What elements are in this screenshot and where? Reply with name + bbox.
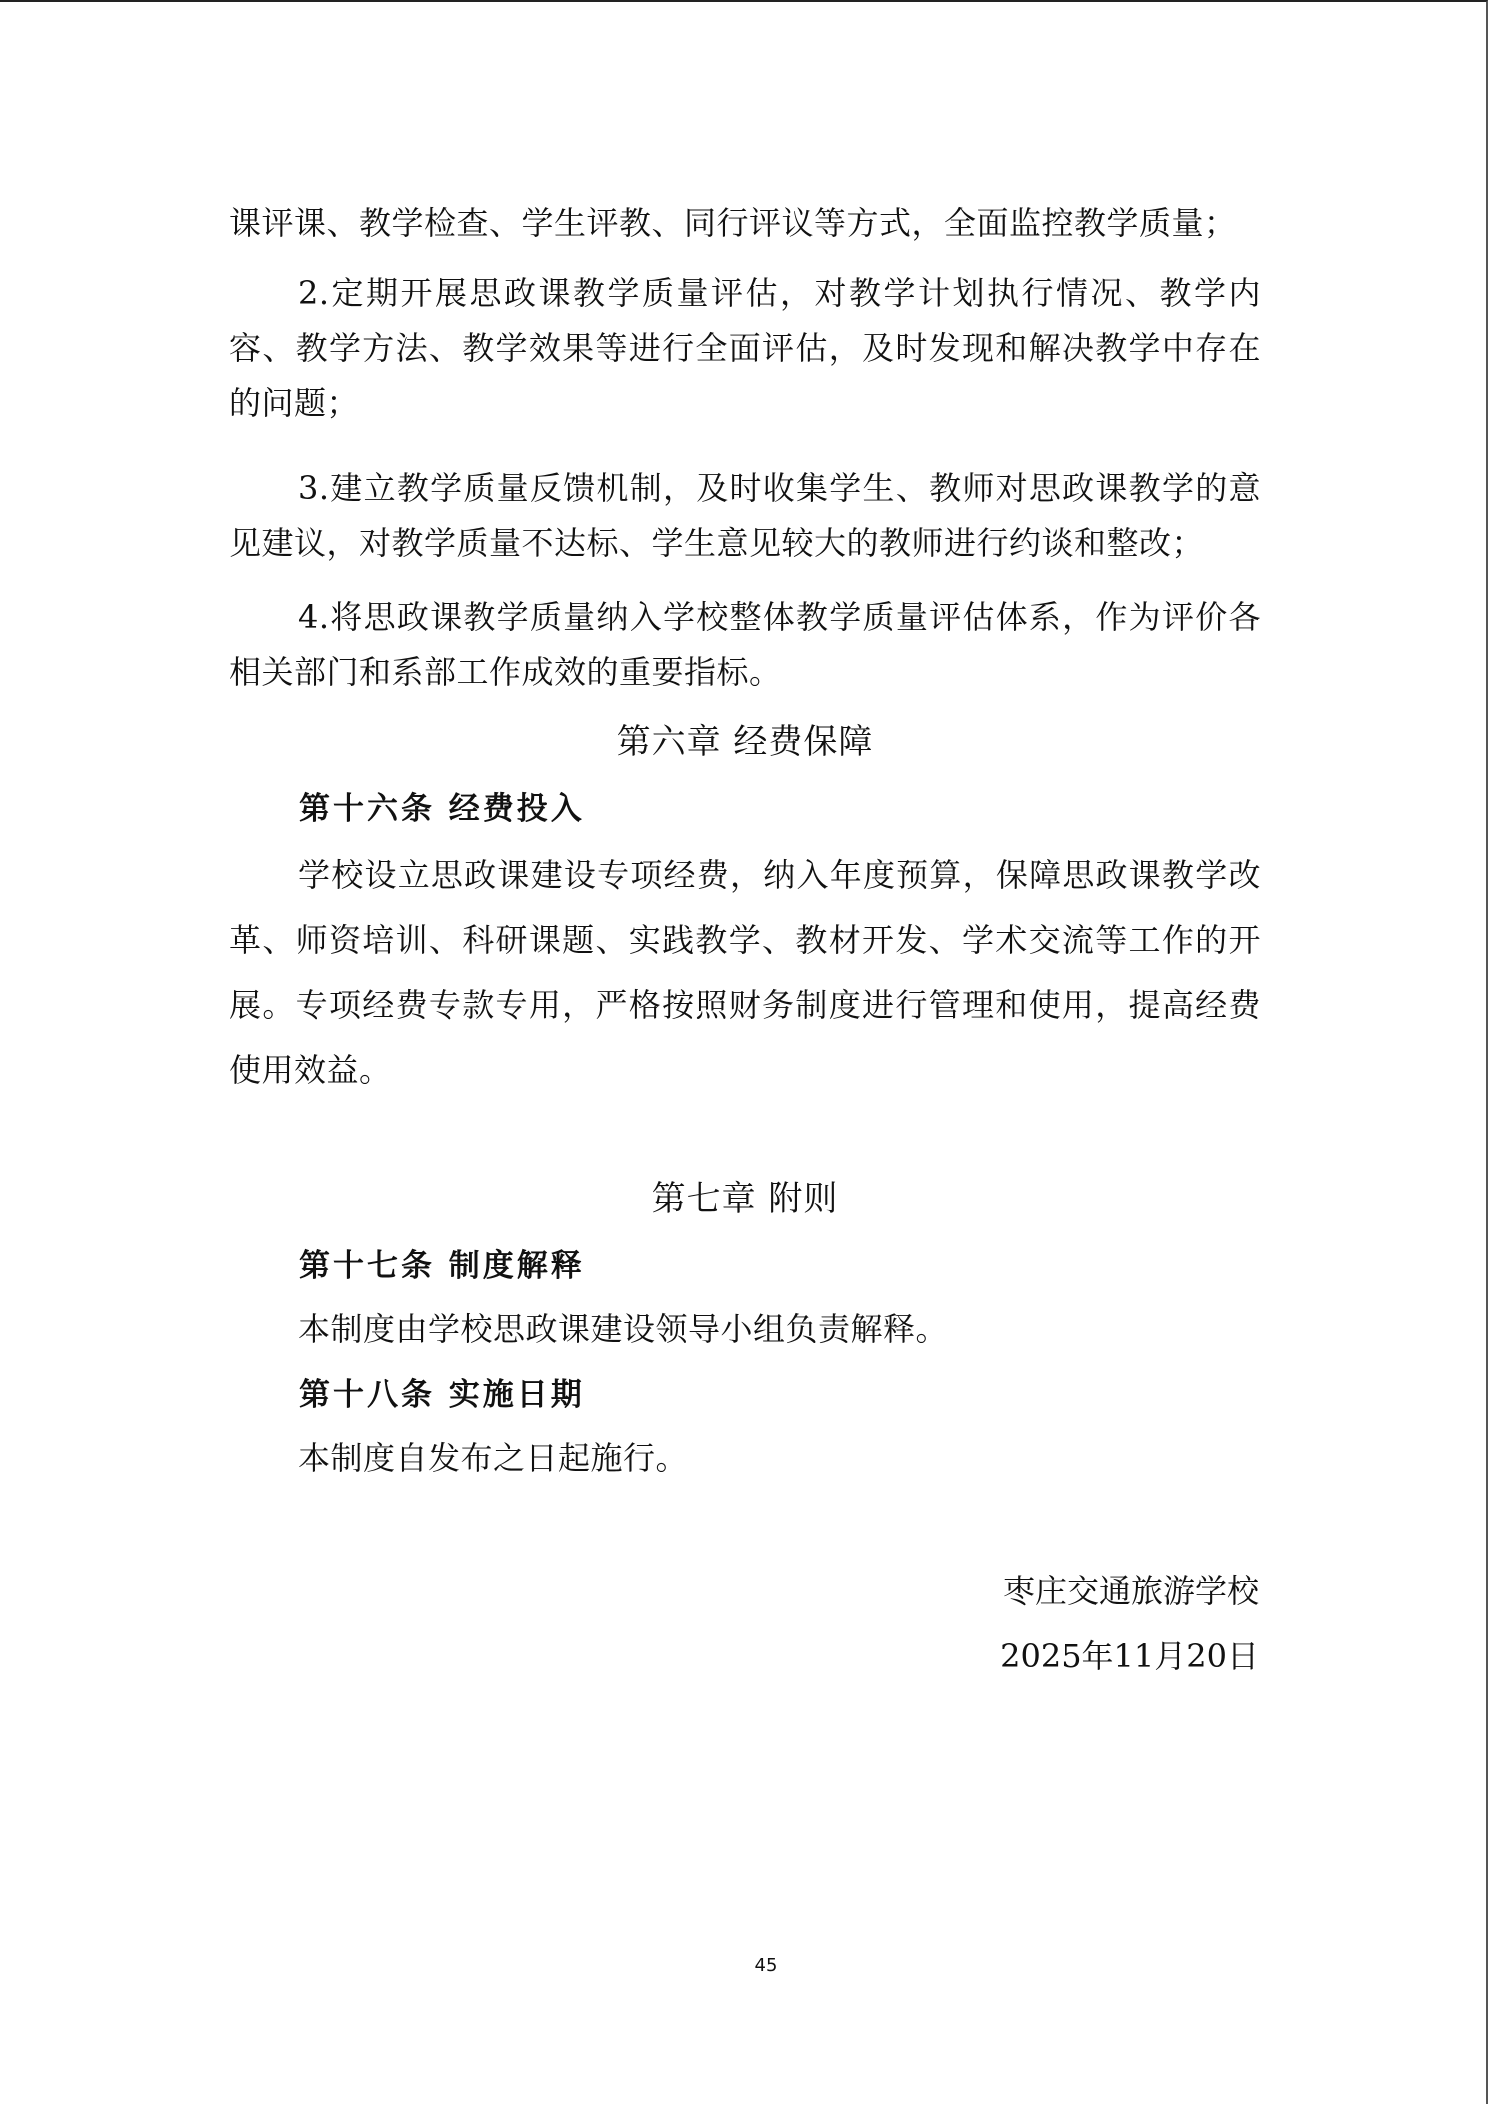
continued-paragraph-line: 课评课、教学检查、学生评教、同行评议等方式，全面监控教学质量； xyxy=(229,204,1237,242)
article-16-paragraph: 学校设立思政课建设专项经费，纳入年度预算，保障思政课教学改革、师资培训、科研课题、实践教学、教材开发、学术交流等工作的开展。专项经费专款专用，严格按照财务制度进行管理和使用，提高经费使用效益。 xyxy=(229,856,1261,1089)
chapter-7-heading: 第七章 附则 xyxy=(651,1179,839,1219)
article-16-heading: 第十六条 经费投入 xyxy=(299,791,585,827)
page-number: 45 xyxy=(754,1955,778,1976)
chapter-6-heading: 第六章 经费保障 xyxy=(616,722,874,762)
list-item-2: 2.定期开展思政课教学质量评估，对教学计划执行情况、教学内容、教学方法、教学效果等进行全面评估，及时发现和解决教学中存在的问题； xyxy=(229,274,1261,422)
signature-organization: 枣庄交通旅游学校 xyxy=(1002,1572,1259,1610)
article-17-heading: 第十七条 制度解释 xyxy=(299,1248,585,1284)
signature-date: 2025年11月20日 xyxy=(1000,1637,1259,1675)
list-item-3: 3.建立教学质量反馈机制，及时收集学生、教师对思政课教学的意见建议，对教学质量不达标、学生意见较大的教师进行约谈和整改； xyxy=(229,469,1261,562)
article-17-paragraph: 本制度由学校思政课建设领导小组负责解释。 xyxy=(298,1310,949,1348)
article-18-paragraph: 本制度自发布之日起施行。 xyxy=(298,1439,689,1477)
article-18-heading: 第十八条 实施日期 xyxy=(299,1377,585,1413)
list-item-4: 4.将思政课教学质量纳入学校整体教学质量评估体系，作为评价各相关部门和系部工作成效的重要指标。 xyxy=(229,598,1261,691)
